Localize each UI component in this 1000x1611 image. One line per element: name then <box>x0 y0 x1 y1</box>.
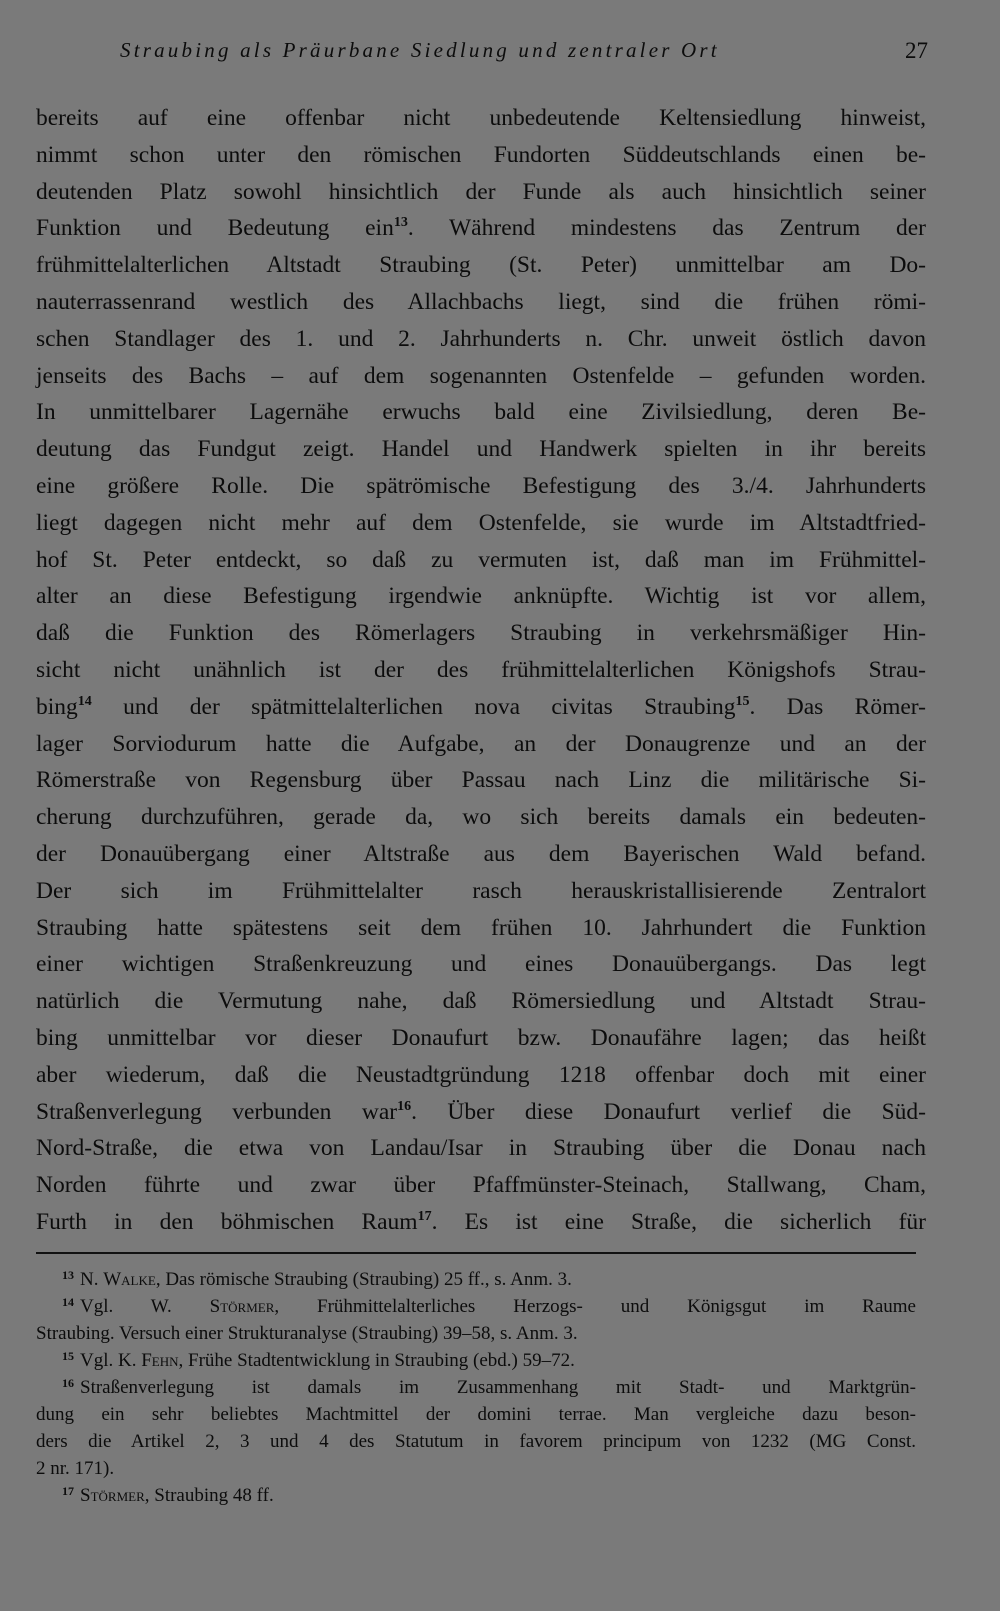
text-line: hof St. Peter entdeckt, so daß zu vermuten ist, daß man im Frühmittel- <box>36 546 926 573</box>
page-number: 27 <box>905 38 928 63</box>
footnotes <box>36 1266 916 1509</box>
text-line: deutung das Fundgut zeigt. Handel und Handwerk spielten in ihr bereits <box>36 436 926 463</box>
text-line: bing unmittelbar vor dieser Donaufurt bzw. Donaufähre lagen; das heißt <box>36 1024 926 1051</box>
footnote-ref-13[interactable]: 13 <box>393 215 408 231</box>
text-line: liegt dagegen nicht mehr auf dem Ostenfelde, sie wurde im Altstadtfried- <box>36 509 926 536</box>
text-fragment: Funktion und Bedeutung ein <box>36 215 394 242</box>
footnote-text: , Straubing 48 ff. <box>144 1485 274 1506</box>
footnote-ref-17[interactable]: 17 <box>417 1208 432 1224</box>
footnote-author-initial: N. <box>80 1269 104 1290</box>
footnote-text: , Das römische Straubing (Straubing) 25 ff., s. Anm. 3. <box>155 1269 572 1290</box>
text-line: cherung durchzuführen, gerade da, wo sich bereits damals ein bedeuten- <box>36 804 926 831</box>
text-line: Der sich im Frühmittelalter rasch herauskristallisierende Zentralort <box>36 877 926 904</box>
footnote-15 <box>36 1347 916 1374</box>
text-fragment: bing <box>36 693 78 720</box>
footnote-mark: 13 <box>62 1268 74 1282</box>
footnote-17 <box>36 1482 916 1509</box>
text-line: nauterrassenrand westlich des Allachbachs liegt, sind die frühen römi- <box>36 288 926 315</box>
footnote-divider <box>36 1252 916 1254</box>
footnote-author: Störmer <box>80 1485 145 1506</box>
text-line <box>36 210 926 247</box>
footnote-mark: 14 <box>62 1295 74 1309</box>
text-line: Norden führte und zwar über Pfaffmünster-Steinach, Stallwang, Cham, <box>36 1172 926 1199</box>
footnote-text: , Frühe Stadtentwicklung in Straubing (ebd.) 59–72. <box>178 1350 575 1371</box>
footnote-text: Straßenverlegung ist damals im Zusammenhang mit Stadt- und Marktgrün- <box>80 1377 916 1398</box>
footnote-author: Störmer <box>209 1296 275 1317</box>
text-line: frühmittelalterlichen Altstadt Straubing (St. Peter) unmittelbar am Do- <box>36 252 926 279</box>
footnote-mark: 16 <box>62 1376 74 1390</box>
text-fragment: . Über diese Donaufurt verlief die Süd- <box>411 1098 926 1125</box>
text-fragment: Straßenverlegung verbunden war <box>36 1098 398 1125</box>
text-line: In unmittelbarer Lagernähe erwuchs bald eine Zivilsiedlung, deren Be- <box>36 399 926 426</box>
text-line: schen Standlager des 1. und 2. Jahrhunderts n. Chr. unweit östlich davon <box>36 325 926 352</box>
footnote-prefix: Vgl. K. <box>80 1350 142 1371</box>
text-line: Nord-Straße, die etwa von Landau/Isar in Straubing über die Donau nach <box>36 1135 926 1162</box>
text-line: Römerstraße von Regensburg über Passau nach Linz die militärische Si- <box>36 767 926 794</box>
footnote-prefix: Vgl. W. <box>80 1296 210 1317</box>
main-text <box>36 100 926 1241</box>
text-line: bereits auf eine offenbar nicht unbedeutende Keltensiedlung hinweist, <box>36 105 926 131</box>
text-line: natürlich die Vermutung nahe, daß Römersiedlung und Altstadt Strau- <box>36 988 926 1015</box>
text-fragment: Furth in den böhmischen Raum <box>36 1208 418 1235</box>
footnote-text: , Frühmittelalterliches Herzogs- und Königsgut im Raume <box>274 1296 916 1317</box>
footnote-16-continued: ders die Artikel 2, 3 und 4 des Statutum in favorem principum von 1232 (MG Const. <box>36 1431 916 1452</box>
text-line: Straubing hatte spätestens seit dem frühen 10. Jahrhundert die Funktion <box>36 914 926 941</box>
footnote-14 <box>36 1293 916 1320</box>
text-line: deutenden Platz sowohl hinsichtlich der Funde als auch hinsichtlich seiner <box>36 178 926 205</box>
text-fragment: . Das Römer- <box>749 693 926 720</box>
text-fragment: und der spätmittelalterlichen nova civitas Straubing <box>91 693 736 720</box>
text-line: lager Sorviodurum hatte die Aufgabe, an der Donaugrenze und an der <box>36 730 926 757</box>
text-line: sicht nicht unähnlich ist der des frühmittelalterlichen Königshofs Strau- <box>36 656 926 683</box>
text-fragment: . Es ist eine Straße, die sicherlich für <box>431 1208 926 1235</box>
page-header <box>120 38 928 68</box>
text-line <box>36 1204 926 1241</box>
footnote-ref-16[interactable]: 16 <box>397 1098 412 1114</box>
text-line <box>36 689 926 726</box>
text-fragment: . Während mindestens das Zentrum der <box>407 215 926 242</box>
text-line: daß die Funktion des Römerlagers Straubing in verkehrsmäßiger Hin- <box>36 620 926 647</box>
footnote-author: Fehn <box>141 1350 179 1371</box>
footnote-mark: 15 <box>62 1349 74 1363</box>
text-line: eine größere Rolle. Die spätrömische Befestigung des 3./4. Jahrhunderts <box>36 472 926 499</box>
footnote-ref-14[interactable]: 14 <box>77 693 92 709</box>
text-line: nimmt schon unter den römischen Fundorten Süddeutschlands einen be- <box>36 141 926 168</box>
text-line: jenseits des Bachs – auf dem sogenannten Ostenfelde – gefunden worden. <box>36 362 926 389</box>
text-line: aber wiederum, daß die Neustadtgründung 1218 offenbar doch mit einer <box>36 1061 926 1088</box>
footnote-16-continued: dung ein sehr beliebtes Machtmittel der domini terrae. Man vergleiche dazu beson- <box>36 1404 916 1425</box>
footnote-16-continued: 2 nr. 171). <box>36 1458 115 1479</box>
footnote-author: Walke <box>103 1269 156 1290</box>
footnote-ref-15[interactable]: 15 <box>735 693 750 709</box>
footnote-16 <box>36 1374 916 1401</box>
text-line: einer wichtigen Straßenkreuzung und eines Donauübergangs. Das legt <box>36 951 926 978</box>
footnote-14-continued: Straubing. Versuch einer Strukturanalyse (Straubing) 39–58, s. Anm. 3. <box>36 1323 578 1344</box>
text-line <box>36 1094 926 1131</box>
text-line: alter an diese Befestigung irgendwie anknüpfte. Wichtig ist vor allem, <box>36 583 926 610</box>
running-title: Straubing als Präurbane Siedlung und zentraler Ort <box>120 38 720 62</box>
footnote-mark: 17 <box>62 1484 74 1498</box>
text-line: der Donauübergang einer Altstraße aus dem Bayerischen Wald befand. <box>36 840 926 867</box>
footnote-13 <box>36 1266 916 1293</box>
